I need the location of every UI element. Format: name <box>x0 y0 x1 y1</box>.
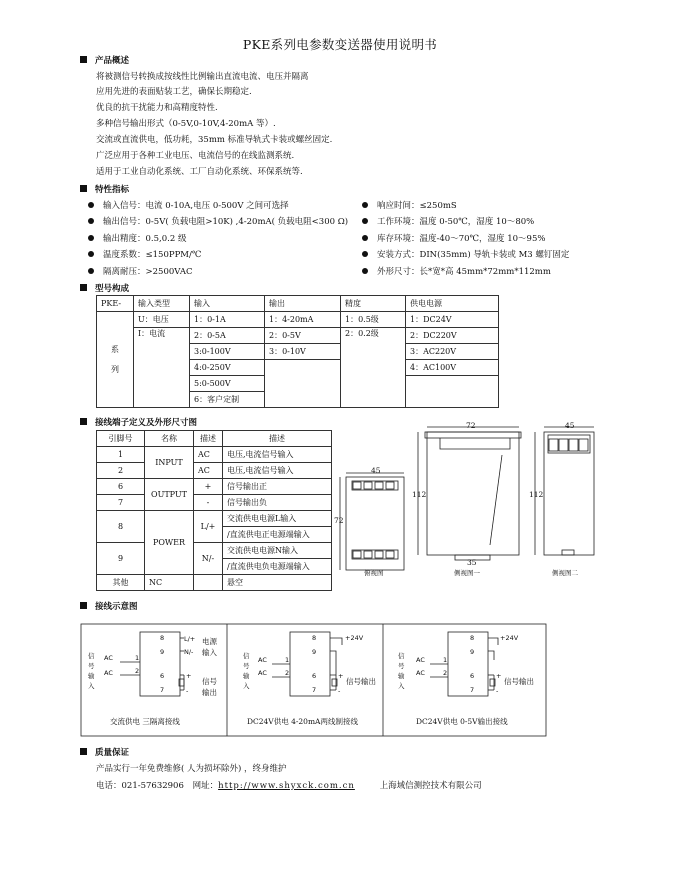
table-row <box>97 463 332 479</box>
table-row <box>97 543 332 559</box>
table-row <box>97 495 332 511</box>
signal-input-label: 输 <box>88 672 95 680</box>
model-heading: 型号构成 <box>80 282 129 294</box>
pin-label: 6 <box>312 672 317 680</box>
table-cell: 7 <box>97 495 145 511</box>
overview-line: 优良的抗干扰能力和高精度特性. <box>96 103 218 113</box>
table-cell: 电压,电流信号输入 <box>223 463 332 479</box>
wiring-diagram-3 <box>398 632 534 726</box>
dot-bullet-icon <box>362 218 368 224</box>
warranty-line: 产品实行一年免费维修( 人为损坏除外) ，终身维护 <box>96 764 287 774</box>
table-cell <box>406 376 499 408</box>
diagram-caption: DC24V供电 4-20mA两线制接线 <box>247 717 358 726</box>
table-header: 精度 <box>341 296 406 312</box>
signal-input-label: 号 <box>398 662 405 670</box>
pin-label: 1 <box>285 656 290 664</box>
dim-top-w: 45 <box>371 466 381 475</box>
pin-label: 7 <box>470 686 475 694</box>
dim-side-h: 112 <box>412 490 427 499</box>
terminals-heading: 接线端子定义及外形尺寸图 <box>80 416 197 428</box>
contact-line <box>96 779 482 791</box>
pin-label: 2 <box>135 667 140 675</box>
table-cell <box>194 575 223 591</box>
dot-bullet-icon <box>362 235 368 241</box>
dim-side-bottom: 35 <box>467 558 477 567</box>
table-cell: 交流供电电源N输入 <box>223 543 332 559</box>
plus-label: + <box>186 672 192 680</box>
table-cell <box>265 360 341 408</box>
table-cell: AC <box>194 463 223 479</box>
pin-label: 7 <box>160 686 165 694</box>
table-row <box>97 447 332 463</box>
table-row <box>97 296 499 312</box>
table-cell: 1：0.5级 <box>341 312 406 328</box>
square-bullet-icon <box>80 602 87 609</box>
table-cell: OUTPUT <box>145 479 194 511</box>
table-cell: U：电压 <box>134 312 190 328</box>
table-cell: + <box>194 479 223 495</box>
table-cell: AC <box>194 447 223 463</box>
pin-label: 9 <box>312 648 317 656</box>
dot-bullet-icon <box>362 268 368 274</box>
spec-item: 外形尺寸：长*宽*高 45mm*72mm*112mm <box>362 265 551 277</box>
dot-bullet-icon <box>88 202 94 208</box>
spec-item: 输出信号：0-5V( 负载电阻>10K) ,4-20mA( 负载电阻<300 Ω) <box>88 215 348 227</box>
table-cell: POWER <box>145 511 194 575</box>
signal-input-label: 入 <box>88 682 95 690</box>
table-cell: 电压,电流信号输入 <box>223 447 332 463</box>
dim-side-w: 72 <box>466 421 476 430</box>
plus-label: + <box>496 672 502 680</box>
ac-label: AC <box>416 656 425 664</box>
overview-line: 交流或直流供电，低功耗，35mm 标准导轨式卡装或螺丝固定. <box>96 135 333 145</box>
table-cell: 信号输出负 <box>223 495 332 511</box>
website-link[interactable]: http://www.shyxck.com.cn <box>218 781 355 791</box>
overview-line: 广泛应用于各种工业电压、电流信号的在线监测系统. <box>96 151 295 161</box>
wiring-diagrams <box>80 620 550 738</box>
dot-bullet-icon <box>88 218 94 224</box>
power-input-label: 电源 <box>202 637 217 646</box>
pin-label: 6 <box>470 672 475 680</box>
table-cell: L/+ <box>194 511 223 543</box>
wiring-diagram-2 <box>243 632 376 726</box>
spec-item: 输入信号：电流 0-10A,电压 0-500V 之间可选择 <box>88 199 289 211</box>
ac-label: AC <box>104 669 113 677</box>
table-header: 输入 <box>190 296 265 312</box>
signal-input-label: 号 <box>243 662 250 670</box>
spec-item: 安装方式：DIN(35mm) 导轨卡装或 M3 螺钉固定 <box>362 248 569 260</box>
dimension-drawings <box>330 415 630 590</box>
table-cell: 3：0-10V <box>265 344 341 360</box>
spec-item: 输出精度：0.5,0.2 级 <box>88 232 186 244</box>
table-cell: 3:0-100V <box>190 344 265 360</box>
overview-line: 应用先进的表面贴装工艺，确保长期稳定. <box>96 87 252 97</box>
table-cell: 4：AC100V <box>406 360 499 376</box>
spec-item: 隔离耐压：>2500VAC <box>88 265 192 277</box>
table-row <box>97 479 332 495</box>
supply-label: +24V <box>345 634 364 642</box>
dot-bullet-icon <box>362 202 368 208</box>
company-name: 上海域信测控技术有限公司 <box>379 781 482 791</box>
diagram-caption: 交流供电 三隔离接线 <box>110 717 180 726</box>
dim-side2-h: 112 <box>529 490 544 499</box>
l-plus-label: L/+ <box>184 635 196 643</box>
pin-label: 2 <box>443 669 448 677</box>
pin-label: 6 <box>160 672 165 680</box>
table-cell: 1：0-1A <box>190 312 265 328</box>
square-bullet-icon <box>80 185 87 192</box>
table-cell: 2：0-5A <box>190 328 265 344</box>
table-cell: 1 <box>97 447 145 463</box>
signal-input-label: 入 <box>398 682 405 690</box>
label-side-view-2: 侧视图二 <box>552 569 578 577</box>
table-cell: 1：DC24V <box>406 312 499 328</box>
wiring-heading: 接线示意图 <box>80 600 138 612</box>
pin-label: 7 <box>312 686 317 694</box>
signal-input-label: 信 <box>398 652 405 660</box>
table-row <box>97 312 499 328</box>
model-table <box>96 295 499 408</box>
signal-output-label: 输出 <box>202 688 217 697</box>
table-header: 供电电源 <box>406 296 499 312</box>
table-cell: - <box>194 495 223 511</box>
dim-side2-w: 45 <box>565 421 575 430</box>
pin-label: 9 <box>160 648 165 656</box>
signal-input-label: 入 <box>243 682 250 690</box>
table-header: 输出 <box>265 296 341 312</box>
square-bullet-icon <box>80 748 87 755</box>
table-cell: 信号输出正 <box>223 479 332 495</box>
table-cell: I：电流 <box>134 328 190 408</box>
page-title: PKE系列电参数变送器使用说明书 <box>242 37 438 52</box>
terminal-table <box>96 430 332 591</box>
table-header: 名称 <box>145 431 194 447</box>
signal-input-label: 信 <box>243 652 250 660</box>
label-side-view-1: 侧视图一 <box>454 569 480 577</box>
dot-bullet-icon <box>88 251 94 257</box>
table-cell: 3：AC220V <box>406 344 499 360</box>
table-cell: 2：0.2级 <box>341 328 406 408</box>
pin-label: 9 <box>470 648 475 656</box>
side-view-2-drawing <box>529 421 594 577</box>
power-input-label: 输入 <box>202 648 217 657</box>
dot-bullet-icon <box>362 251 368 257</box>
warranty-heading: 质量保证 <box>80 746 129 758</box>
diagram-caption: DC24V供电 0-5V输出接线 <box>416 717 508 726</box>
table-cell: 2 <box>97 463 145 479</box>
ac-label: AC <box>258 656 267 664</box>
square-bullet-icon <box>80 418 87 425</box>
plus-label: + <box>338 672 344 680</box>
table-cell: 5:0-500V <box>190 376 265 392</box>
overview-heading: 产品概述 <box>80 54 129 66</box>
table-cell: N/- <box>194 543 223 575</box>
minus-label: - <box>496 687 499 695</box>
table-cell: 8 <box>97 511 145 543</box>
table-cell: NC <box>145 575 194 591</box>
pin-label: 1 <box>443 656 448 664</box>
spec-item: 温度系数：≤150PPM/℃ <box>88 248 201 260</box>
table-cell: 悬空 <box>223 575 332 591</box>
table-cell: 其他 <box>97 575 145 591</box>
table-row <box>97 328 499 344</box>
signal-input-label: 信 <box>88 652 95 660</box>
minus-label: - <box>338 687 341 695</box>
web-label: 网址： <box>192 781 219 791</box>
table-cell: 1：4-20mA <box>265 312 341 328</box>
signal-output-label: 信号输出 <box>504 677 534 686</box>
table-row <box>97 575 332 591</box>
specs-heading: 特性指标 <box>80 183 129 195</box>
table-header: 描述 <box>223 431 332 447</box>
pin-label: 8 <box>312 634 317 642</box>
table-cell: /直流供电负电源端输入 <box>223 559 332 575</box>
spec-item: 工作环境：温度 0-50℃，湿度 10～80% <box>362 215 534 227</box>
minus-label: - <box>186 687 189 695</box>
top-view-drawing <box>334 466 404 577</box>
table-cell: 9 <box>97 543 145 575</box>
signal-input-label: 输 <box>398 672 405 680</box>
table-cell: 2：0-5V <box>265 328 341 344</box>
supply-label: +24V <box>500 634 519 642</box>
dot-bullet-icon <box>88 268 94 274</box>
pin-label: 8 <box>160 634 165 642</box>
table-cell: 6：客户定制 <box>190 392 265 408</box>
table-cell: 2：DC220V <box>406 328 499 344</box>
side-view-1-drawing <box>412 421 521 577</box>
table-header: PKE- <box>97 296 134 312</box>
table-header: 引脚号 <box>97 431 145 447</box>
pin-label: 2 <box>285 669 290 677</box>
overview-line: 将被测信号转换成按线性比例输出直流电流、电压并隔离 <box>96 72 309 82</box>
dot-bullet-icon <box>88 235 94 241</box>
table-cell: 6 <box>97 479 145 495</box>
phone: 电话：021-57632906 <box>96 781 184 791</box>
ac-label: AC <box>416 669 425 677</box>
n-minus-label: N/- <box>184 648 194 656</box>
square-bullet-icon <box>80 284 87 291</box>
overview-line: 适用于工业自动化系统、工厂自动化系统、环保系统等. <box>96 167 303 177</box>
wiring-diagram-1 <box>88 632 217 726</box>
signal-input-label: 输 <box>243 672 250 680</box>
table-header: 描述 <box>194 431 223 447</box>
table-cell: INPUT <box>145 447 194 479</box>
overview-line: 多种信号输出形式（0-5V,0-10V,4-20mA 等）. <box>96 119 276 129</box>
ac-label: AC <box>258 669 267 677</box>
table-row <box>97 511 332 527</box>
spec-item: 响应时间：≤250mS <box>362 199 457 211</box>
signal-input-label: 号 <box>88 662 95 670</box>
pin-label: 1 <box>135 654 140 662</box>
pin-label: 8 <box>470 634 475 642</box>
signal-output-label: 信号 <box>202 677 217 686</box>
square-bullet-icon <box>80 56 87 63</box>
series-cell: 系 列 <box>97 312 134 408</box>
table-cell: /直流供电正电源端输入 <box>223 527 332 543</box>
spec-item: 库存环境：温度-40～70℃，湿度 10～95% <box>362 232 545 244</box>
table-cell: 交流供电电源L输入 <box>223 511 332 527</box>
dim-top-h: 72 <box>334 516 344 525</box>
signal-output-label: 信号输出 <box>346 677 376 686</box>
table-row <box>97 431 332 447</box>
table-header: 输入类型 <box>134 296 190 312</box>
ac-label: AC <box>104 654 113 662</box>
label-top-view: 俯视图 <box>364 569 384 577</box>
table-cell: 4:0-250V <box>190 360 265 376</box>
